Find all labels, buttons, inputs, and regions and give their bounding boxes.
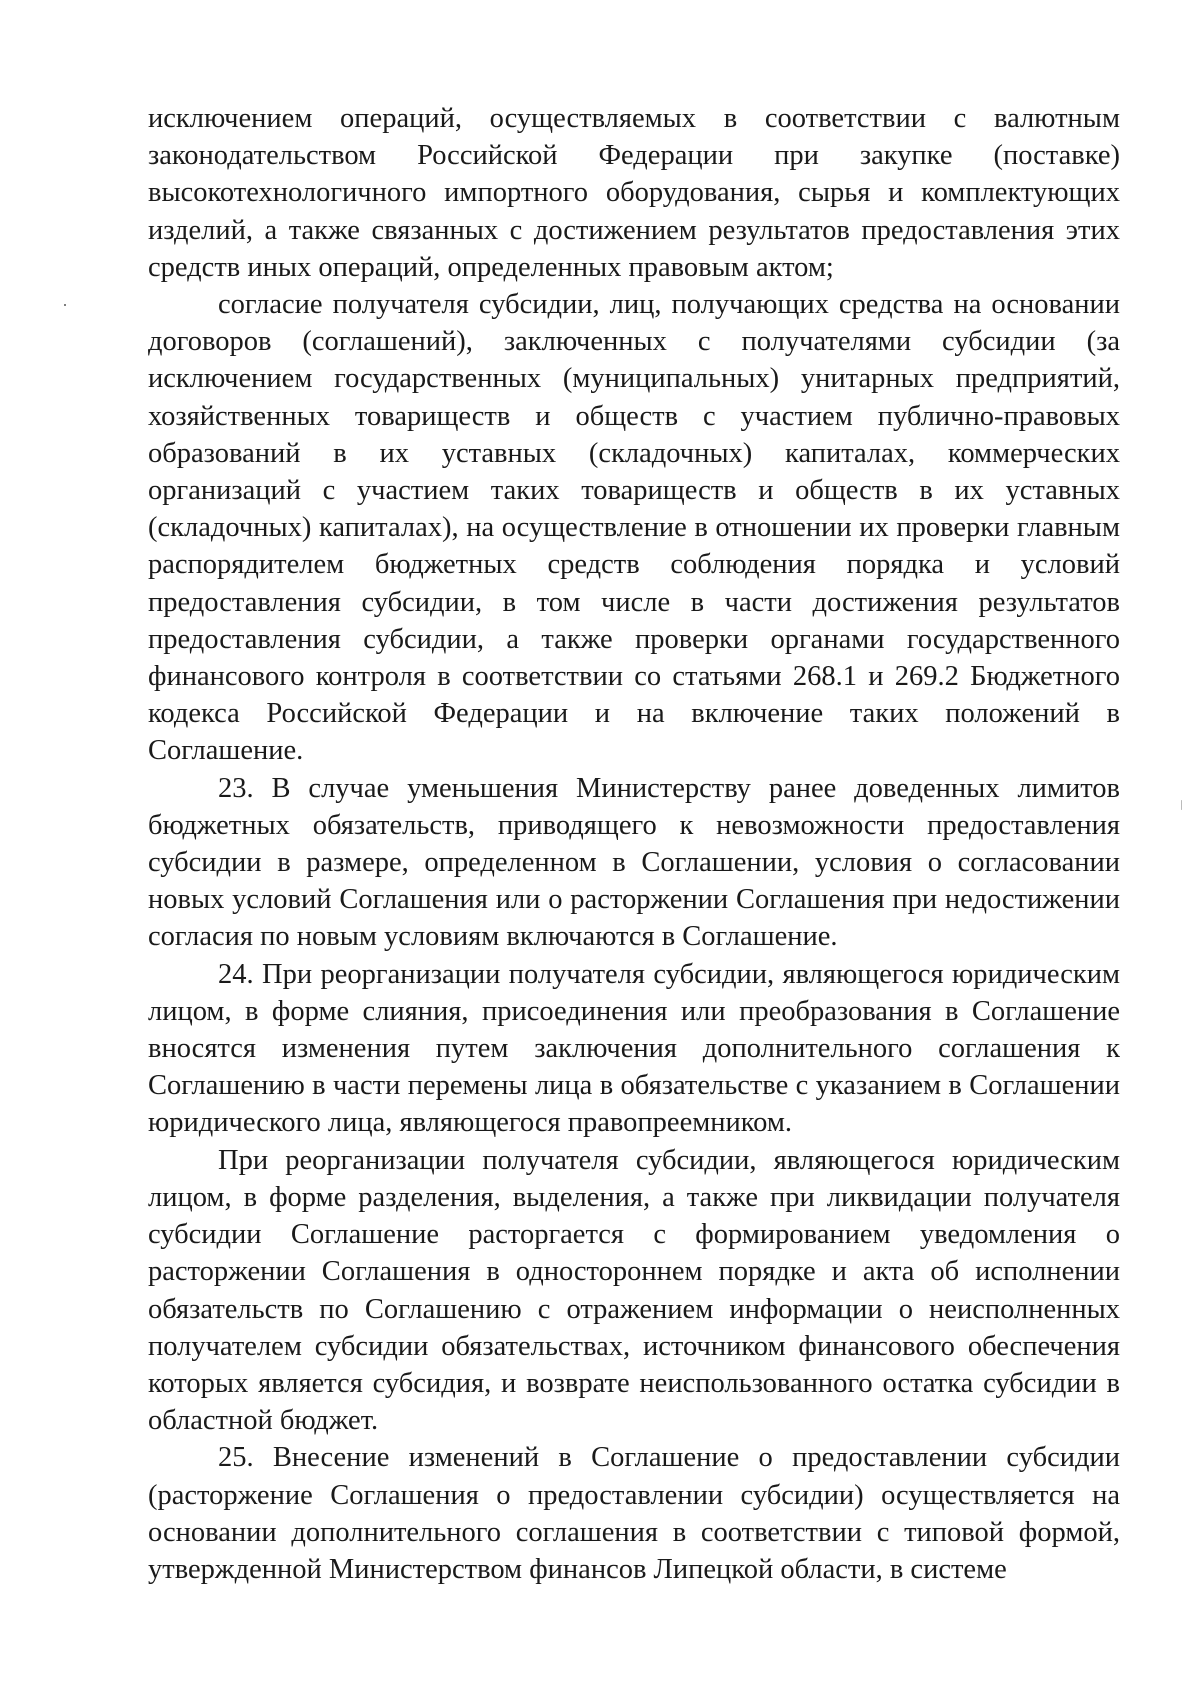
paragraph-clause-24: 24. При реорганизации получателя субсидии, являющегося юридическим лицом, в форме слияния, присоединения или преобразования в Соглашение вносятся изменения путем заключения дополнительного соглашения к Соглашению в части перемены лица в обязательстве с указанием в Соглашении юридического лица, являющегося правопреемником. — [148, 958, 1120, 1139]
paragraph-reorganization-termination: При реорганизации получателя субсидии, являющегося юридическим лицом, в форме разделения, выделения, а также при ликвидации получателя субсидии Соглашение расторгается с формированием уведомления о расторжении Соглашения в одностороннем порядке и акта об исполнении обязательств по Соглашению с отражением информации о неисполненных получателем субсидии обязательствах, источником финансового обеспечения которых является субсидия, и возврате неиспользованного остатка субсидии в областной бюджет. — [148, 1144, 1120, 1437]
scan-speck — [64, 304, 66, 306]
paragraph-clause-25: 25. Внесение изменений в Соглашение о предоставлении субсидии (расторжение Соглашения о предоставлении субсидии) осуществляется на основании дополнительного соглашения в соответствии с типовой формой, утвержденной Министерством финансов Липецкой области, в системе — [148, 1442, 1120, 1585]
paragraph-recipient-consent: согласие получателя субсидии, лиц, получающих средства на основании договоров (соглашений), заключенных с получателями субсидии (за исключением государственных (муниципальных) унитарных предприятий, хозяйственных товариществ и обществ с участием публично-правовых образований в их уставных (складочных) капиталах, коммерческих организаций с участием таких товариществ и обществ в их уставных (складочных) капиталах), на осуществление в отношении их проверки главным распорядителем бюджетных средств соблюдения порядка и условий предоставления субсидии, в том числе в части достижения результатов предоставления субсидии, а также проверки органами государственного финансового контроля в соответствии со статьями 268.1 и 269.2 Бюджетного кодекса Российской Федерации и на включение таких положений в Соглашение. — [148, 289, 1120, 767]
paragraph-currency-operations: исключением операций, осуществляемых в соответствии с валютным законодательством Российской Федерации при закупке (поставке) высокотехнологичного импортного оборудования, сырья и комплектующих изделий, а также связанных с достижением результатов предоставления этих средств иных операций, определенных правовым актом; — [148, 103, 1120, 283]
document-text-body — [148, 100, 1120, 1588]
scan-speck — [1181, 800, 1182, 810]
paragraph-clause-23: 23. В случае уменьшения Министерству ранее доведенных лимитов бюджетных обязательств, приводящего к невозможности предоставления субсидии в размере, определенном в Соглашении, условия о согласовании новых условий Соглашения или о расторжении Соглашения при недостижении согласия по новым условиям включаются в Соглашение. — [148, 772, 1120, 953]
